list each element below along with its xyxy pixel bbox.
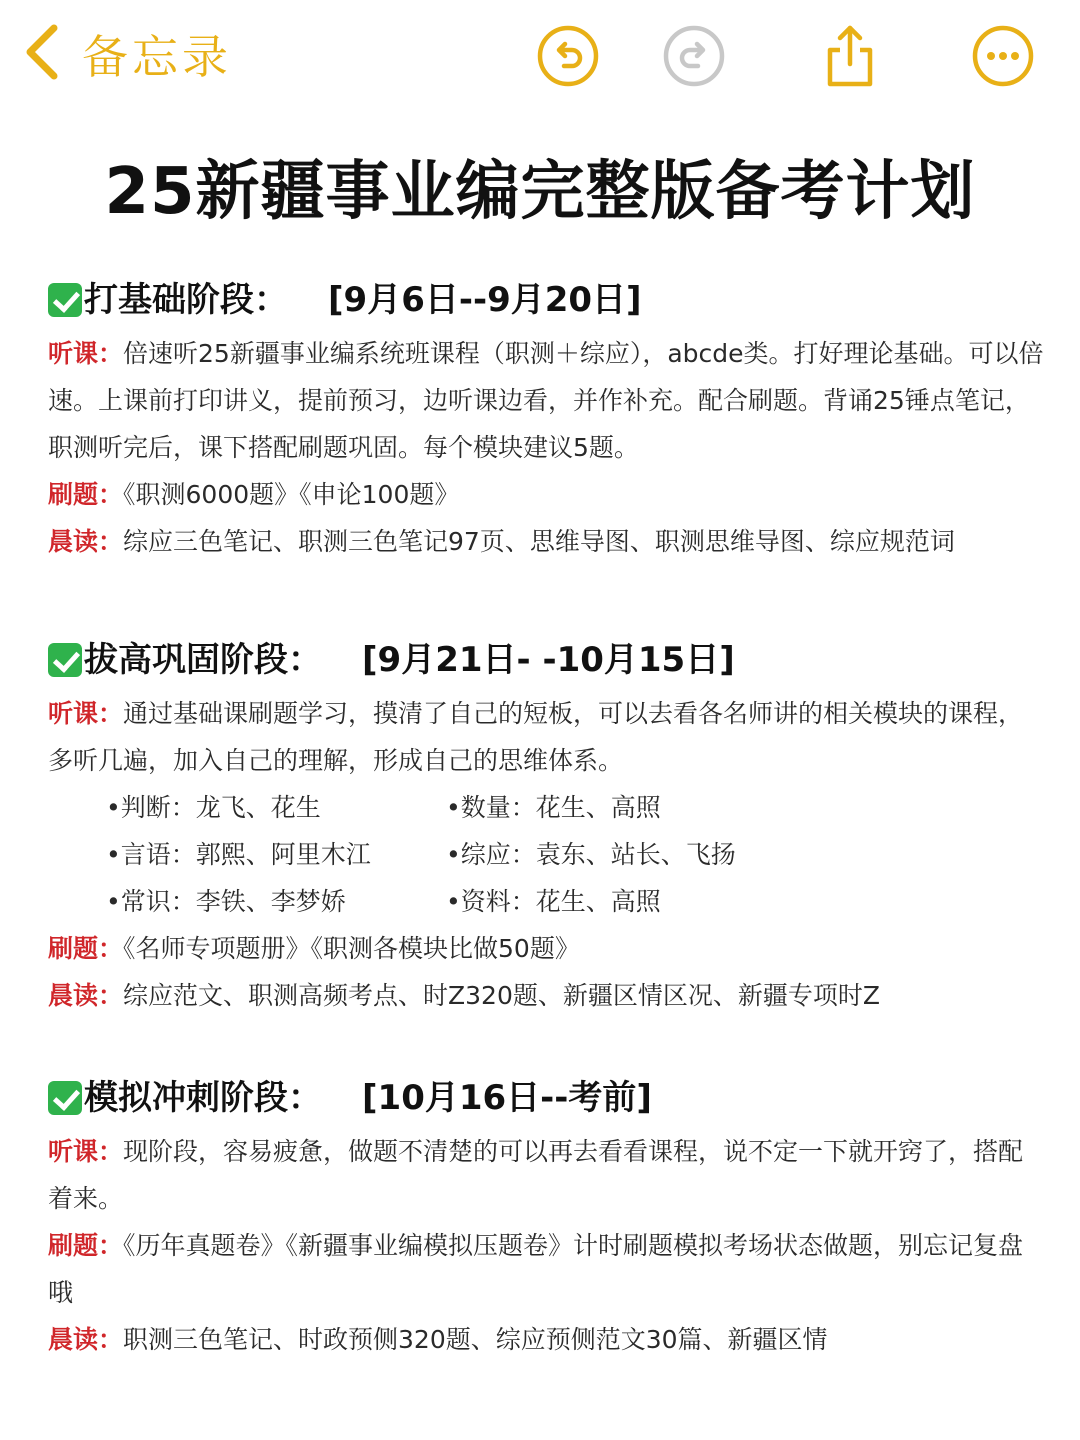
section-date: [10月16日--考前] [362,1078,652,1118]
listen-paragraph [48,1128,1048,1222]
morning-paragraph [48,518,1048,565]
morning-paragraph [48,1316,1048,1363]
morning-label: 晨读： [48,527,124,556]
morning-text: 综应范文、职测高频考点、时Z320题、新疆区情区况、新疆专项时Z [123,981,880,1010]
teacher-item: •判断：龙飞、花生 [106,793,321,822]
back-button[interactable] [22,22,232,86]
redo-button[interactable] [662,24,726,88]
teacher-row [48,831,1048,878]
listen-text: 现阶段，容易疲惫，做题不清楚的可以再去看看课程，说不定一下就开窍了，搭配着来。 [48,1137,1024,1213]
listen-paragraph [48,330,1048,471]
section-date: [9月21日- -10月15日] [362,640,735,680]
morning-text: 职测三色笔记、时政预侧320题、综应预侧范文30篇、新疆区情 [123,1325,828,1354]
section-name: 拔高巩固阶段： [84,640,322,680]
page-title: 25新疆事业编完整版备考计划 [104,155,976,229]
practice-text: 《历年真题卷》《新疆事业编模拟压题卷》计时刷题模拟考场状态做题，别忘记复盘哦 [48,1231,1024,1307]
listen-text: 倍速听25新疆事业编系统班课程（职测＋综应），abcde类。打好理论基础。可以倍速。上课前打印讲义，提前预习，边听课边看，并作补充。配合刷题。背诵25锤点笔记，职测听完后，课下搭配刷题巩固。每个模块建议5题。 [48,339,1044,462]
practice-text: 《名师专项题册》《职测各模块比做50题》 [123,934,580,963]
teacher-item: •综应：袁东、站长、飞扬 [446,840,736,869]
teacher-item: •言语：郭熙、阿里木江 [106,840,371,869]
listen-label: 听课： [48,339,124,368]
more-button[interactable] [971,24,1035,88]
undo-button[interactable] [536,24,600,88]
listen-text: 通过基础课刷题学习，摸清了自己的短板，可以去看各名师讲的相关模块的课程，多听几遍，加入自己的理解，形成自己的思维体系。 [48,699,1024,775]
toolbar [0,0,1080,112]
teacher-item: •常识：李铁、李梦娇 [106,887,346,916]
practice-label: 刷题： [48,934,124,963]
undo-icon [536,24,600,88]
practice-paragraph [48,471,1048,518]
teacher-row [48,878,1048,925]
teacher-row [48,784,1048,831]
section-foundation [48,274,1048,565]
share-button[interactable] [818,24,882,88]
listen-label: 听课： [48,699,124,728]
teacher-list [48,784,1048,925]
practice-label: 刷题： [48,1231,124,1260]
section-heading [48,274,1048,326]
teacher-item: •资料：花生、高照 [446,887,661,916]
section-name: 打基础阶段： [84,280,288,320]
morning-label: 晨读： [48,981,124,1010]
practice-text: 《职测6000题》《申论100题》 [123,480,460,509]
section-date: [9月6日--9月20日] [328,280,642,320]
check-mark-icon [48,1081,82,1115]
section-advance [48,634,1048,1019]
listen-paragraph [48,690,1048,784]
more-icon [971,24,1035,88]
chevron-left-icon [22,24,62,84]
section-heading [48,634,1048,686]
practice-label: 刷题： [48,480,124,509]
share-icon [818,24,882,88]
check-mark-icon [48,283,82,317]
practice-paragraph [48,1222,1048,1316]
practice-paragraph [48,925,1048,972]
teacher-item: •数量：花生、高照 [446,793,661,822]
check-mark-icon [48,643,82,677]
section-name: 模拟冲刺阶段： [84,1078,322,1118]
redo-icon [662,24,726,88]
morning-label: 晨读： [48,1325,124,1354]
listen-label: 听课： [48,1137,124,1166]
section-heading [48,1072,1048,1124]
morning-paragraph [48,972,1048,1019]
morning-text: 综应三色笔记、职测三色笔记97页、思维导图、职测思维导图、综应规范词 [123,527,955,556]
back-label: 备忘录 [82,30,232,84]
section-sprint [48,1072,1048,1363]
